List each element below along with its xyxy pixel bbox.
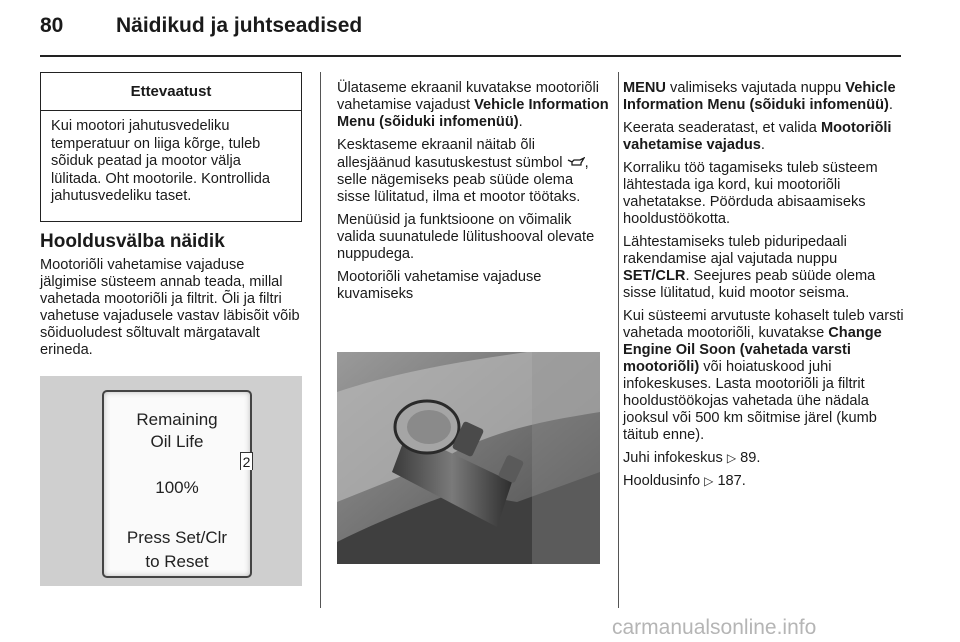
display-page-badge: 2 <box>240 452 253 470</box>
reference-link-infocenter[interactable]: Juhi infokeskus ▷ 89. <box>623 450 761 466</box>
page-number: 80 <box>40 14 64 37</box>
warning-heading: Ettevaatust <box>41 73 301 111</box>
col3-paragraph-3: Korraliku töö tagamiseks tuleb süsteem lähtestada iga kord, kui mootoriõli vahetatakse. Pöörduda abisaamiseks hooldustöökotta. <box>623 160 878 227</box>
col3-paragraph-2: Keerata seaderatast, et valida Mootoriõli vahetamise vajadus. <box>623 120 892 153</box>
column-divider-1 <box>320 72 321 608</box>
display-line-oil-life: Oil Life <box>150 432 204 451</box>
menu-button-label: MENU <box>623 80 666 96</box>
col3-paragraph-4: Lähtestamiseks tuleb piduripedaali rakendamise ajal vajutada nuppu SET/CLR. Seejures peab süüde olema sisse lülitatud, kuid mootor seisma. <box>623 234 876 301</box>
oil-change-menu-label: Mootoriõli vahetamise vajadus <box>623 120 892 153</box>
reference-link-service-info[interactable]: Hooldusinfo ▷ 187. <box>623 473 746 489</box>
page-title: Näidikud ja juhtseadised <box>116 14 363 37</box>
set-clr-button-label: SET/CLR <box>623 268 686 284</box>
vehicle-info-menu-label: Vehicle Information Menu (sõiduki infomenüü) <box>337 97 609 130</box>
col2-paragraph-2: Kesktaseme ekraanil näitab õli allesjäänud kasutuskestust sümbol , selle nägemiseks peab süüde olema sisse lülitatud, ilma et mootor töötaks. <box>337 137 589 205</box>
column-3-text <box>623 80 905 496</box>
page-reference-arrow-icon: ▷ <box>704 474 714 488</box>
display-line-press: Press Set/Clr <box>126 528 228 547</box>
watermark: carmanualsonline.info <box>612 616 817 639</box>
turn-signal-lever-photo <box>337 352 600 564</box>
page-reference-arrow-icon: ▷ <box>726 451 737 465</box>
display-percent: 100% <box>155 478 199 497</box>
section-title: Hooldusvälba näidik <box>40 231 225 252</box>
display-line-remaining: Remaining <box>136 410 218 429</box>
oil-can-icon <box>567 154 585 171</box>
column-divider-2 <box>618 72 619 608</box>
warning-box <box>40 72 302 222</box>
section-intro: Mootoriõli vahetamise vajaduse jälgimise süsteem annab teada, millal vahetada mootoriõli ja filtrit. Õli ja filtri vahetuse vajadusele vastav läbisõit võib sõiduoludest sõltuvalt märgatavalt erineda. <box>40 257 300 358</box>
col2-paragraph-1: Ülataseme ekraanil kuvatakse mootoriõli vahetamise vajadust Vehicle Information Menu (sõiduki infomenüü). <box>337 80 609 130</box>
section-intro-block <box>40 257 304 365</box>
header-rule <box>40 55 901 57</box>
column-2-text <box>337 80 609 309</box>
col2-paragraph-4: Mootoriõli vahetamise vajaduse kuvamiseks <box>337 269 542 302</box>
change-oil-soon-label: Change Engine Oil Soon (vahetada varsti mootoriõli) <box>623 325 882 375</box>
vehicle-info-menu-label: Vehicle Information Menu (sõiduki infomenüü) <box>623 80 896 113</box>
col3-paragraph-5: Kui süsteemi arvutuste kohaselt tuleb varsti vahetada mootoriõli, kuvatakse Change Engine Oil Soon (vahetada varsti mootoriõli) või hoiatuskood juhi infokeskuses. Lasta mootoriõli ja filtrit hooldustöökojas vahetada ühe nädala jooksul või 500 km sõitmise järel (kumb täitub enne). <box>623 308 904 443</box>
col2-paragraph-3: Menüüsid ja funktsioone on võimalik valida suunatulede lülitushooval olevate nuppudega. <box>337 212 595 262</box>
display-line-reset: to Reset <box>145 552 209 571</box>
display-screen <box>102 390 252 578</box>
warning-body: Kui mootori jahutusvedeliku temperatuur on liiga kõrge, tuleb sõiduk peatad ja mootor välja lülitada. Oht mootorile. Kontrollida jahutusvedeliku taset. <box>51 118 271 204</box>
col3-paragraph-1: MENU valimiseks vajutada nuppu Vehicle Information Menu (sõiduki infomenüü). <box>623 80 896 113</box>
oil-life-display-figure <box>40 376 302 586</box>
